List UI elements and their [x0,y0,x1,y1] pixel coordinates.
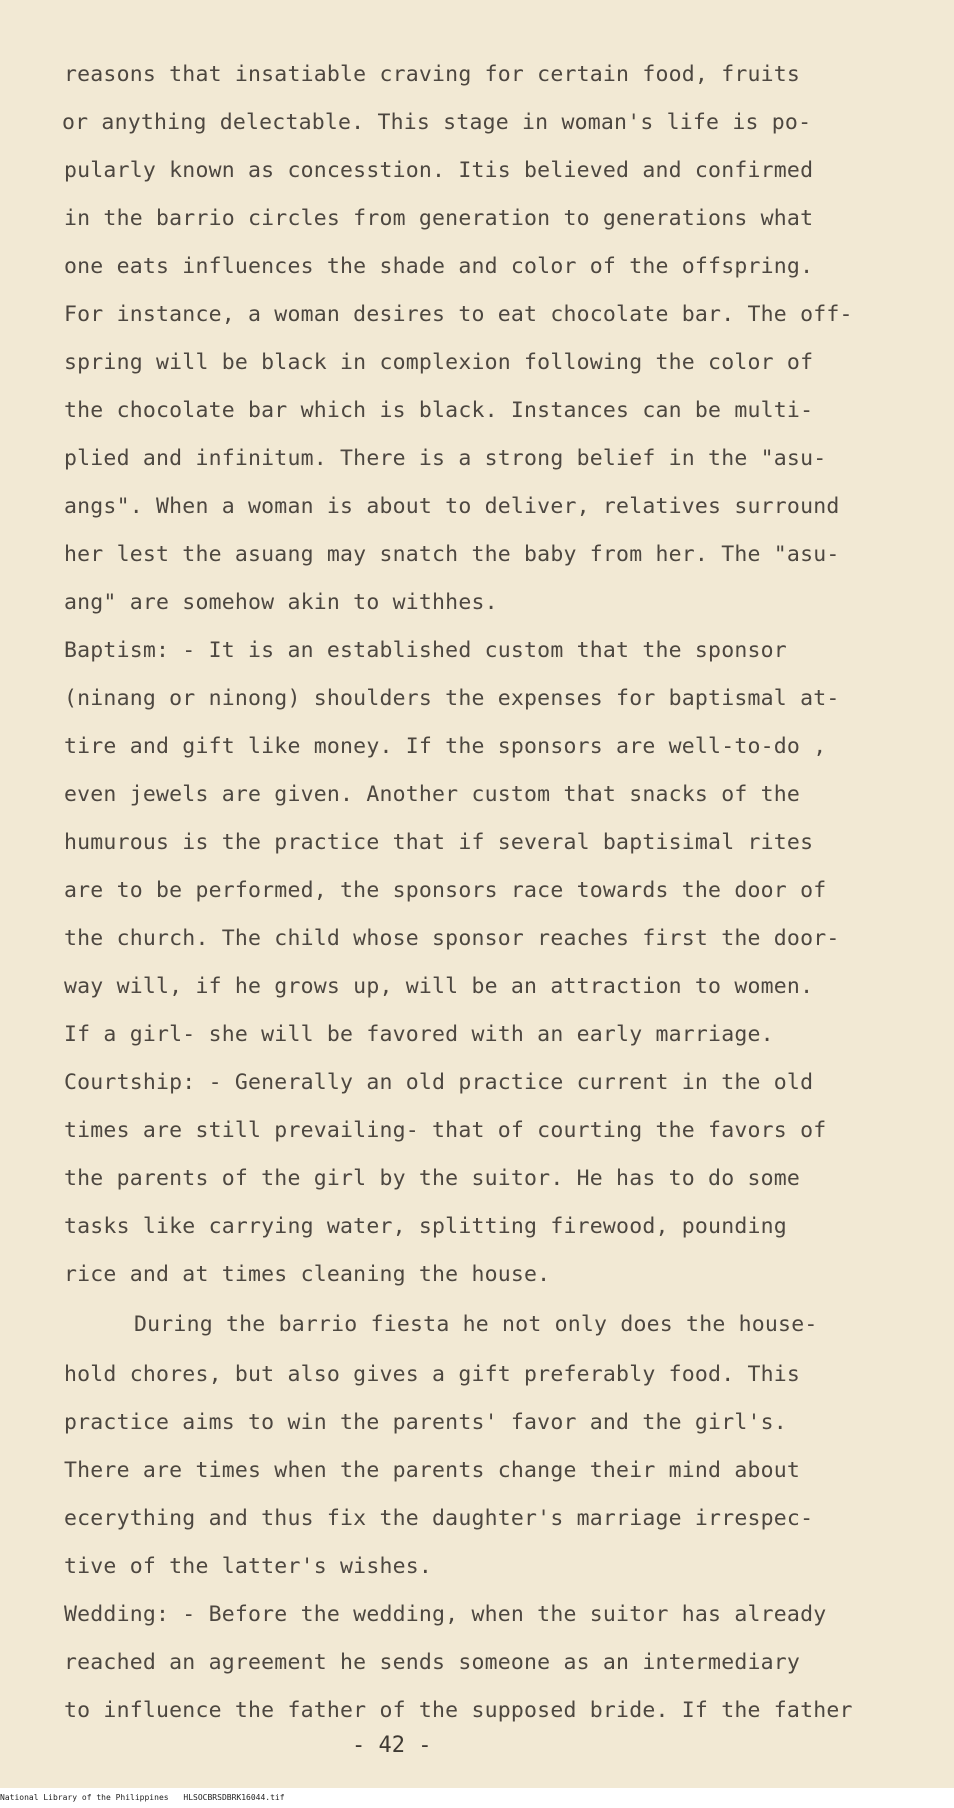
text-line: There are times when the parents change their mind about [64,1458,801,1483]
text-line: If a girl- she will be favored with an early marriage. [64,1022,774,1047]
text-line: ang" are somehow akin to withhes. [64,590,498,615]
text-line: tasks like carrying water, splitting firewood, pounding [64,1214,787,1239]
text-line: plied and infinitum. There is a strong belief in the "asu- [64,446,827,471]
text-line: even jewels are given. Another custom that snacks of the [64,782,801,807]
footer-library-label: National Library of the Philippines [0,1793,169,1802]
text-line: practice aims to win the parents' favor and the girl's. [64,1410,787,1435]
text-line: tire and gift like money. If the sponsors are well-to-do , [64,734,827,759]
text-line: During the barrio fiesta he not only does the house- [134,1312,818,1337]
text-line: her lest the asuang may snatch the baby from her. The "asu- [64,542,840,567]
page-number: - 42 - [352,1733,432,1758]
text-line: (ninang or ninong) shoulders the expenses for baptismal at- [64,686,840,711]
footer-file-label: HLSOCBRSDBRK16044.tif [183,1793,285,1802]
text-line: tive of the latter's wishes. [64,1554,433,1579]
text-line: are to be performed, the sponsors race towards the door of [64,878,827,903]
text-line: reasons that insatiable craving for certain food, fruits [64,62,801,87]
scan-footer [0,1788,954,1808]
text-line: Wedding: - Before the wedding, when the suitor has already [64,1602,827,1627]
text-line: spring will be black in complexion following the color of [64,350,814,375]
text-line: way will, if he grows up, will be an attraction to women. [64,974,814,999]
text-line: angs". When a woman is about to deliver, relatives surround [64,494,840,519]
text-line: Baptism: - It is an established custom that the sponsor [64,638,787,663]
text-line: hold chores, but also gives a gift preferably food. This [64,1362,801,1387]
text-line: the chocolate bar which is black. Instances can be multi- [64,398,814,423]
text-line: the parents of the girl by the suitor. He has to do some [64,1166,801,1191]
text-line: Courtship: - Generally an old practice current in the old [64,1070,814,1095]
text-line: in the barrio circles from generation to generations what [64,206,814,231]
text-line: ecerything and thus fix the daughter's marriage irrespec- [64,1506,814,1531]
text-line: or anything delectable. This stage in woman's life is po- [62,110,812,135]
text-line: rice and at times cleaning the house. [64,1262,551,1287]
text-line: to influence the father of the supposed bride. If the father [64,1698,853,1723]
text-line: times are still prevailing- that of courting the favors of [64,1118,827,1143]
text-line: humurous is the practice that if several baptisimal rites [64,830,814,855]
text-line: one eats influences the shade and color of the offspring. [64,254,814,279]
text-line: pularly known as concesstion. Itis believed and confirmed [64,158,814,183]
text-line: the church. The child whose sponsor reaches first the door- [64,926,840,951]
text-line: For instance, a woman desires to eat chocolate bar. The off- [64,302,853,327]
text-line: reached an agreement he sends someone as an intermediary [64,1650,801,1675]
